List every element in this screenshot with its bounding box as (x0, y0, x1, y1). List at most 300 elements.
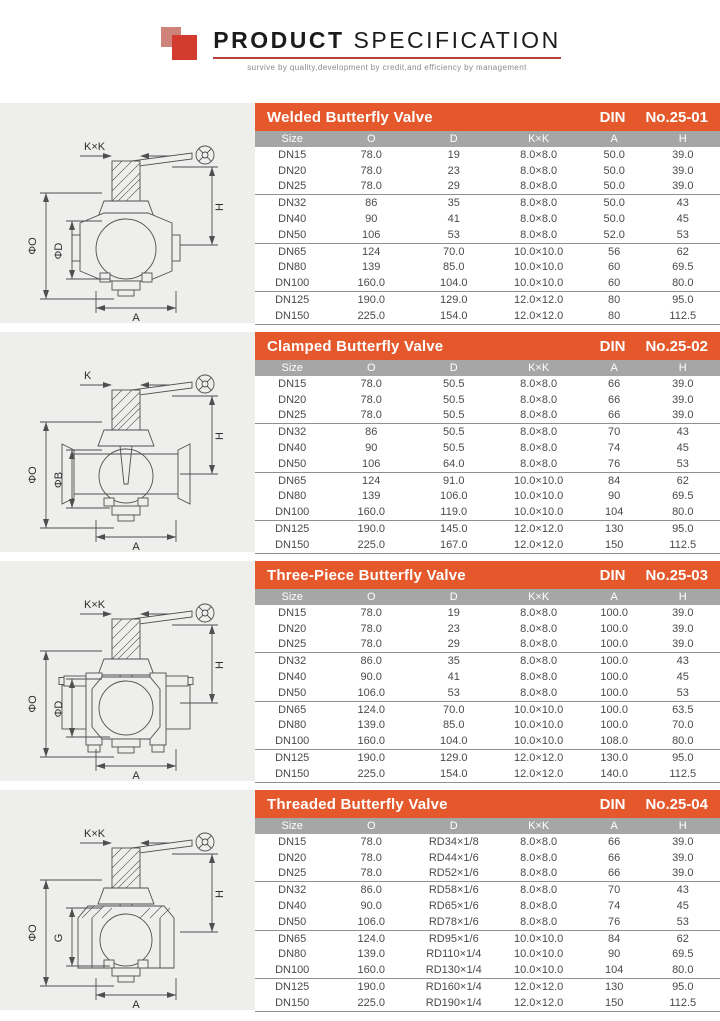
table-cell: 62 (646, 472, 720, 488)
table-cell: 8.0×8.0 (520, 606, 558, 619)
table-cell: 106.0 (357, 686, 385, 699)
table-cell: 10.0×10.0 (514, 719, 564, 732)
dim-label-inner: ΦD (53, 242, 65, 260)
table-cell: 145.0 (413, 521, 494, 537)
table-cell: 50.0 (603, 164, 625, 177)
table-cell: 70 (583, 882, 646, 898)
table-cell: DN125 (255, 979, 329, 995)
dim-label-left: ΦO (27, 924, 39, 942)
valve-section (0, 790, 720, 1010)
column-header: Size (255, 360, 329, 376)
table-cell: 150 (583, 537, 646, 553)
dim-label-right: H (214, 432, 226, 440)
table-cell: DN125 (255, 750, 329, 766)
table-cell: DN25 (278, 867, 307, 880)
table-cell: DN100 (275, 964, 310, 977)
table-cell: 80.0 (672, 735, 694, 748)
table-cell: DN150 (255, 308, 329, 324)
table-cell: 139 (362, 261, 381, 274)
dim-label-bottom: A (132, 312, 140, 323)
table-cell: DN40 (278, 213, 307, 226)
table-cell: 86.0 (329, 653, 413, 669)
dim-label-inner: ΦD (53, 700, 65, 718)
table-cell: DN40 (278, 900, 307, 913)
table-cell: 39.0 (672, 638, 694, 651)
table-cell: 106 (362, 457, 381, 470)
table-cell: 8.0×8.0 (520, 180, 558, 193)
table-cell: RD58×1/6 (413, 882, 494, 898)
table-cell: DN150 (255, 766, 329, 782)
table-cell: 100.0 (600, 671, 628, 684)
table-cell: 8.0×8.0 (494, 195, 582, 211)
table-cell: 63.5 (646, 701, 720, 717)
table-cell: 90.0 (360, 900, 382, 913)
valve-stem-drawing (98, 390, 154, 484)
dim-label-bottom: A (132, 999, 140, 1010)
table-cell: 10.0×10.0 (494, 243, 582, 259)
table-cell: 39.0 (672, 606, 694, 619)
table-cell: 10.0×10.0 (494, 701, 582, 717)
table-cell: 78.0 (360, 148, 382, 161)
table-cell: RD160×1/4 (413, 979, 494, 995)
table-cell: 80.0 (672, 506, 694, 519)
table-cell: 70.0 (413, 701, 494, 717)
table-cell: 45 (676, 671, 689, 684)
table-cell: 8.0×8.0 (520, 213, 558, 226)
table-row (255, 669, 720, 685)
table-cell: 8.0×8.0 (520, 622, 558, 635)
table-cell: 8.0×8.0 (520, 900, 558, 913)
table-cell: DN65 (255, 701, 329, 717)
table-cell: 50.0 (603, 180, 625, 193)
table-cell: DN80 (278, 490, 307, 503)
table-cell: 90 (608, 948, 621, 961)
table-cell: 62 (646, 243, 720, 259)
valve-section (0, 561, 720, 781)
column-header: Size (255, 818, 329, 834)
table-cell: DN15 (278, 835, 307, 848)
table-cell: 85.0 (443, 719, 465, 732)
table-cell: 50.0 (583, 195, 646, 211)
table-cell: 78.0 (360, 377, 382, 390)
header-rule (213, 57, 560, 59)
table-cell: 41 (447, 671, 460, 684)
table-cell: 130 (583, 979, 646, 995)
table-cell: 10.0×10.0 (514, 277, 564, 290)
table-cell: 12.0×12.0 (494, 766, 582, 782)
page-title-light: SPECIFICATION (353, 27, 561, 53)
table-cell: 39.0 (672, 377, 694, 390)
section-title: Threaded Butterfly Valve (267, 795, 448, 813)
table-row (255, 408, 720, 424)
table-cell: 160.0 (357, 506, 385, 519)
section-title: Three-Piece Butterfly Valve (267, 566, 466, 584)
table-cell: 8.0×8.0 (520, 867, 558, 880)
column-header: D (413, 131, 494, 147)
table-cell: 29 (447, 638, 460, 651)
dim-label-left: ΦO (27, 466, 39, 484)
table-cell: 112.5 (646, 766, 720, 782)
table-cell: 100.0 (600, 622, 628, 635)
din-number: No.25-02 (645, 337, 708, 355)
table-row (255, 685, 720, 701)
table-cell: 130.0 (583, 750, 646, 766)
table-row (255, 179, 720, 195)
table-cell: 112.5 (646, 537, 720, 553)
table-cell: 225.0 (329, 537, 413, 553)
table-cell: 10.0×10.0 (514, 948, 564, 961)
table-cell: 8.0×8.0 (520, 915, 558, 928)
table-cell: 78.0 (360, 164, 382, 177)
din-number: No.25-01 (645, 108, 708, 126)
table-cell: 100.0 (583, 701, 646, 717)
table-row (255, 308, 720, 324)
table-cell: RD34×1/8 (428, 835, 479, 848)
table-row (255, 147, 720, 163)
table-row (255, 995, 720, 1011)
column-header: Size (255, 131, 329, 147)
table-cell: 29 (447, 180, 460, 193)
table-cell: 95.0 (646, 521, 720, 537)
column-header-row (255, 589, 720, 605)
table-row (255, 979, 720, 995)
valve-body-welded (72, 213, 180, 296)
table-cell: 10.0×10.0 (514, 506, 564, 519)
table-cell: 60 (608, 277, 621, 290)
table-row (255, 962, 720, 978)
din-reference (600, 109, 708, 126)
dim-label-top: K×K (84, 599, 106, 611)
table-cell: 39.0 (672, 180, 694, 193)
table-cell: 80.0 (672, 964, 694, 977)
table-cell: 70.0 (413, 243, 494, 259)
column-header: O (329, 360, 413, 376)
dim-label-right: H (214, 890, 226, 898)
table-cell: 50.5 (413, 424, 494, 440)
table-cell: 190.0 (329, 979, 413, 995)
table-cell: 50.5 (443, 393, 465, 406)
brand-logo-icon (159, 26, 201, 66)
sections-container (0, 103, 720, 1010)
table-cell: 80.0 (672, 277, 694, 290)
table-cell: 60 (608, 261, 621, 274)
din-label: DIN (599, 566, 626, 584)
valve-drawing-panel (0, 561, 255, 781)
table-cell: 104.0 (440, 277, 468, 290)
table-cell: 124 (329, 472, 413, 488)
table-cell: 10.0×10.0 (494, 930, 582, 946)
table-row (255, 701, 720, 717)
table-cell: 78.0 (360, 851, 382, 864)
table-row (255, 521, 720, 537)
table-cell: DN125 (255, 292, 329, 308)
table-cell: 104 (605, 964, 624, 977)
table-cell: DN150 (255, 537, 329, 553)
table-cell: 129.0 (413, 292, 494, 308)
table-row (255, 605, 720, 621)
spec-table-head (255, 818, 720, 834)
table-cell: 90 (365, 442, 378, 455)
table-cell: DN32 (255, 424, 329, 440)
table-cell: 8.0×8.0 (520, 671, 558, 684)
table-cell: 8.0×8.0 (520, 409, 558, 422)
column-header: K×K (494, 131, 582, 147)
table-cell: 139.0 (357, 948, 385, 961)
column-header: Size (255, 589, 329, 605)
table-cell: 66 (608, 867, 621, 880)
table-cell: 53 (447, 686, 460, 699)
din-reference (600, 796, 708, 813)
dim-label-left: ΦO (27, 237, 39, 255)
column-header-row (255, 131, 720, 147)
din-label: DIN (599, 795, 626, 813)
table-cell: 78.0 (360, 606, 382, 619)
table-cell: DN32 (255, 653, 329, 669)
table-cell: DN125 (255, 521, 329, 537)
table-cell: 39.0 (672, 393, 694, 406)
spec-table-panel (255, 561, 720, 781)
table-row (255, 424, 720, 440)
table-cell: 90 (365, 213, 378, 226)
dim-label-right: H (214, 661, 226, 669)
table-cell: 78.0 (360, 835, 382, 848)
table-cell: 12.0×12.0 (494, 308, 582, 324)
table-cell: 69.5 (672, 261, 694, 274)
table-cell: 225.0 (329, 308, 413, 324)
table-row (255, 882, 720, 898)
table-cell: 53 (676, 457, 689, 470)
column-header: O (329, 131, 413, 147)
table-cell: 12.0×12.0 (494, 750, 582, 766)
table-cell: DN20 (278, 164, 307, 177)
table-cell: 8.0×8.0 (520, 393, 558, 406)
table-cell: 160.0 (357, 964, 385, 977)
table-row (255, 898, 720, 914)
table-cell: 69.5 (672, 948, 694, 961)
spec-table (255, 360, 720, 554)
table-cell: 50.5 (443, 409, 465, 422)
table-cell: 80 (583, 292, 646, 308)
spec-table-body (255, 605, 720, 782)
valve-drawing-panel (0, 790, 255, 1010)
column-header: K×K (494, 360, 582, 376)
table-cell: 190.0 (329, 750, 413, 766)
table-cell: 43 (646, 653, 720, 669)
table-cell: RD78×1/6 (428, 915, 479, 928)
table-cell: RD52×1/6 (428, 867, 479, 880)
table-cell: 74 (608, 900, 621, 913)
table-cell: 50.0 (603, 213, 625, 226)
table-cell: 35 (413, 195, 494, 211)
column-header: D (413, 818, 494, 834)
section-title: Clamped Butterfly Valve (267, 337, 444, 355)
valve-body-three-piece (59, 673, 193, 753)
logo-square-front (172, 35, 197, 60)
table-cell: 43 (646, 195, 720, 211)
table-cell: 19 (447, 148, 460, 161)
table-row (255, 914, 720, 930)
table-cell: 74 (608, 442, 621, 455)
table-cell: 78.0 (360, 409, 382, 422)
dim-label-right: H (214, 203, 226, 211)
table-cell: DN32 (255, 882, 329, 898)
table-cell: 86 (329, 195, 413, 211)
table-row (255, 733, 720, 749)
table-cell: 10.0×10.0 (494, 472, 582, 488)
spec-table-head (255, 589, 720, 605)
section-title-bar (255, 790, 720, 818)
table-cell: 95.0 (646, 979, 720, 995)
table-cell: DN50 (278, 686, 307, 699)
table-cell: DN15 (278, 377, 307, 390)
table-cell: DN40 (278, 671, 307, 684)
table-row (255, 392, 720, 408)
valve-technical-drawing (0, 561, 255, 781)
valve-drawing-panel (0, 332, 255, 552)
valve-section (0, 332, 720, 552)
table-row (255, 653, 720, 669)
table-cell: 190.0 (329, 292, 413, 308)
table-cell: DN50 (278, 457, 307, 470)
section-title-bar (255, 561, 720, 589)
spec-table-body (255, 147, 720, 324)
dim-label-inner: ΦB (53, 471, 65, 489)
column-header: D (413, 360, 494, 376)
table-cell: 78.0 (360, 393, 382, 406)
spec-table-head (255, 360, 720, 376)
table-cell: 66 (608, 377, 621, 390)
table-cell: 190.0 (329, 521, 413, 537)
table-cell: 225.0 (329, 995, 413, 1011)
table-cell: 39.0 (672, 867, 694, 880)
table-cell: 100.0 (600, 638, 628, 651)
table-cell: DN25 (278, 409, 307, 422)
valve-drawing-panel (0, 103, 255, 323)
table-cell: 129.0 (413, 750, 494, 766)
table-cell: 23 (447, 164, 460, 177)
spec-table-panel (255, 332, 720, 552)
table-cell: 154.0 (413, 308, 494, 324)
table-cell: 139 (362, 490, 381, 503)
table-cell: 124 (329, 243, 413, 259)
table-cell: 41 (447, 213, 460, 226)
table-cell: 76 (608, 915, 621, 928)
table-cell: 160.0 (357, 277, 385, 290)
table-row (255, 637, 720, 653)
table-cell: 100.0 (600, 719, 628, 732)
table-cell: 95.0 (646, 292, 720, 308)
table-cell: 85.0 (443, 261, 465, 274)
table-row (255, 504, 720, 520)
dim-label-top: K×K (84, 141, 106, 153)
table-cell: DN40 (278, 442, 307, 455)
table-cell: 106.0 (357, 915, 385, 928)
table-cell: 106 (362, 228, 381, 241)
table-cell: 56 (583, 243, 646, 259)
table-cell: 66 (608, 409, 621, 422)
table-cell: 8.0×8.0 (520, 638, 558, 651)
table-cell: 112.5 (646, 995, 720, 1011)
table-cell: DN65 (255, 930, 329, 946)
table-cell: 167.0 (413, 537, 494, 553)
section-title-bar (255, 332, 720, 360)
table-cell: 70 (583, 424, 646, 440)
table-cell: 140.0 (583, 766, 646, 782)
table-row (255, 489, 720, 505)
table-cell: 8.0×8.0 (520, 228, 558, 241)
table-cell: 39.0 (672, 409, 694, 422)
table-cell: DN20 (278, 851, 307, 864)
table-cell: 66 (608, 393, 621, 406)
table-cell: 53 (676, 915, 689, 928)
table-row (255, 834, 720, 850)
table-cell: 95.0 (646, 750, 720, 766)
column-header: H (646, 131, 720, 147)
dim-label-bottom: A (132, 541, 140, 552)
table-cell: 53 (447, 228, 460, 241)
table-cell: 78.0 (360, 638, 382, 651)
table-cell: 10.0×10.0 (514, 261, 564, 274)
table-row (255, 866, 720, 882)
din-label: DIN (599, 108, 626, 126)
table-cell: 76 (608, 457, 621, 470)
section-title: Welded Butterfly Valve (267, 108, 433, 126)
table-cell: DN100 (275, 506, 310, 519)
table-row (255, 211, 720, 227)
column-header: O (329, 589, 413, 605)
table-cell: 8.0×8.0 (520, 442, 558, 455)
table-cell: 86.0 (329, 882, 413, 898)
table-cell: 8.0×8.0 (520, 835, 558, 848)
spec-table (255, 589, 720, 783)
spec-table-body (255, 376, 720, 553)
table-cell: 12.0×12.0 (494, 521, 582, 537)
table-cell: DN65 (255, 243, 329, 259)
page-title-bold: PRODUCT (213, 27, 345, 53)
table-row (255, 850, 720, 866)
table-cell: 112.5 (646, 308, 720, 324)
table-cell: 100.0 (583, 653, 646, 669)
table-cell: DN50 (278, 915, 307, 928)
table-cell: 35 (413, 653, 494, 669)
header-title-block (213, 26, 560, 72)
dim-label-inner: G (53, 933, 65, 943)
table-row (255, 243, 720, 259)
column-header: H (646, 589, 720, 605)
column-header: A (583, 818, 646, 834)
table-cell: 8.0×8.0 (520, 686, 558, 699)
table-cell: DN25 (278, 180, 307, 193)
table-row (255, 472, 720, 488)
table-row (255, 947, 720, 963)
table-cell: 78.0 (360, 180, 382, 193)
table-cell: DN65 (255, 472, 329, 488)
table-row (255, 227, 720, 243)
table-row (255, 195, 720, 211)
table-cell: 8.0×8.0 (494, 653, 582, 669)
table-cell: 90 (608, 490, 621, 503)
valve-technical-drawing (0, 790, 255, 1010)
table-cell: 66 (608, 851, 621, 864)
table-cell: 225.0 (329, 766, 413, 782)
table-cell: 12.0×12.0 (494, 979, 582, 995)
page-title (213, 26, 560, 54)
dim-label-top: K (84, 370, 92, 382)
table-cell: 45 (676, 442, 689, 455)
table-row (255, 456, 720, 472)
table-cell: 8.0×8.0 (520, 457, 558, 470)
table-cell: DN20 (278, 393, 307, 406)
